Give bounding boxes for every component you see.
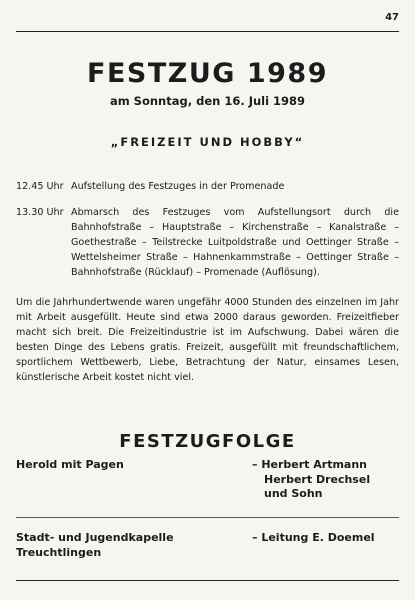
member-name: und Sohn xyxy=(264,487,323,500)
procession-group xyxy=(16,458,124,473)
member-name: – Leitung E. Doemel xyxy=(252,531,375,544)
bottom-rule xyxy=(16,580,399,581)
member-name: Herbert Drechsel xyxy=(264,472,371,486)
group-name: Herold mit Pagen xyxy=(16,458,124,471)
motto: „FREIZEIT UND HOBBY“ xyxy=(110,135,305,149)
intro-paragraph: Um die Jahrhundertwende waren ungefähr 4000 Stunden des einzelnen im Jahr mit Arbeit ausgefüllt. Heute sind etwa 2000 daraus geworden. Freizeitfieber macht sich breit. Die Freizeitindustrie ist im Aufschwung. Dabei wären die besten Dinge des Lebens gratis. Freizeit, ausgefüllt mit freundschaftlichem, sportlichem Wettbewerb, Liebe, Betrachtung der Natur, einsames Lesen, künstlerische Arbeit kostet nicht viel. xyxy=(16,297,399,383)
procession-members xyxy=(252,531,375,546)
event-date: am Sonntag, den 16. Juli 1989 xyxy=(109,94,306,108)
page-number: 47 xyxy=(385,12,399,23)
section-heading: FESTZUGFOLGE xyxy=(119,431,296,452)
schedule-item xyxy=(16,179,399,194)
top-rule xyxy=(16,31,399,32)
schedule-text: Aufstellung des Festzuges in der Promenade xyxy=(71,181,285,192)
schedule-text: Abmarsch des Festzuges vom Aufstellungsort durch die Bahnhofstraße – Hauptstraße – Kirchenstraße – Kanalstraße – Goethestraße – Teilstrecke Luitpoldstraße und Oettinger Straße – Wettelsheimer Straße – Hahnenkammstraße – Oettinger Straße – Bahnhofstraße (Rücklauf) – Promenade (Auflösung). xyxy=(71,207,399,278)
page-title: FESTZUG 1989 xyxy=(87,58,328,89)
schedule-time: 12.45 Uhr xyxy=(16,181,64,192)
group-name: Treuchtlingen xyxy=(16,545,102,559)
group-name: Stadt- und Jugendkapelle xyxy=(16,531,174,544)
schedule-item xyxy=(16,205,399,280)
procession-group xyxy=(16,531,174,560)
member-name: – Herbert Artmann xyxy=(252,458,368,471)
group-divider xyxy=(16,517,399,518)
schedule-time: 13.30 Uhr xyxy=(16,207,64,218)
procession-members xyxy=(252,458,370,502)
